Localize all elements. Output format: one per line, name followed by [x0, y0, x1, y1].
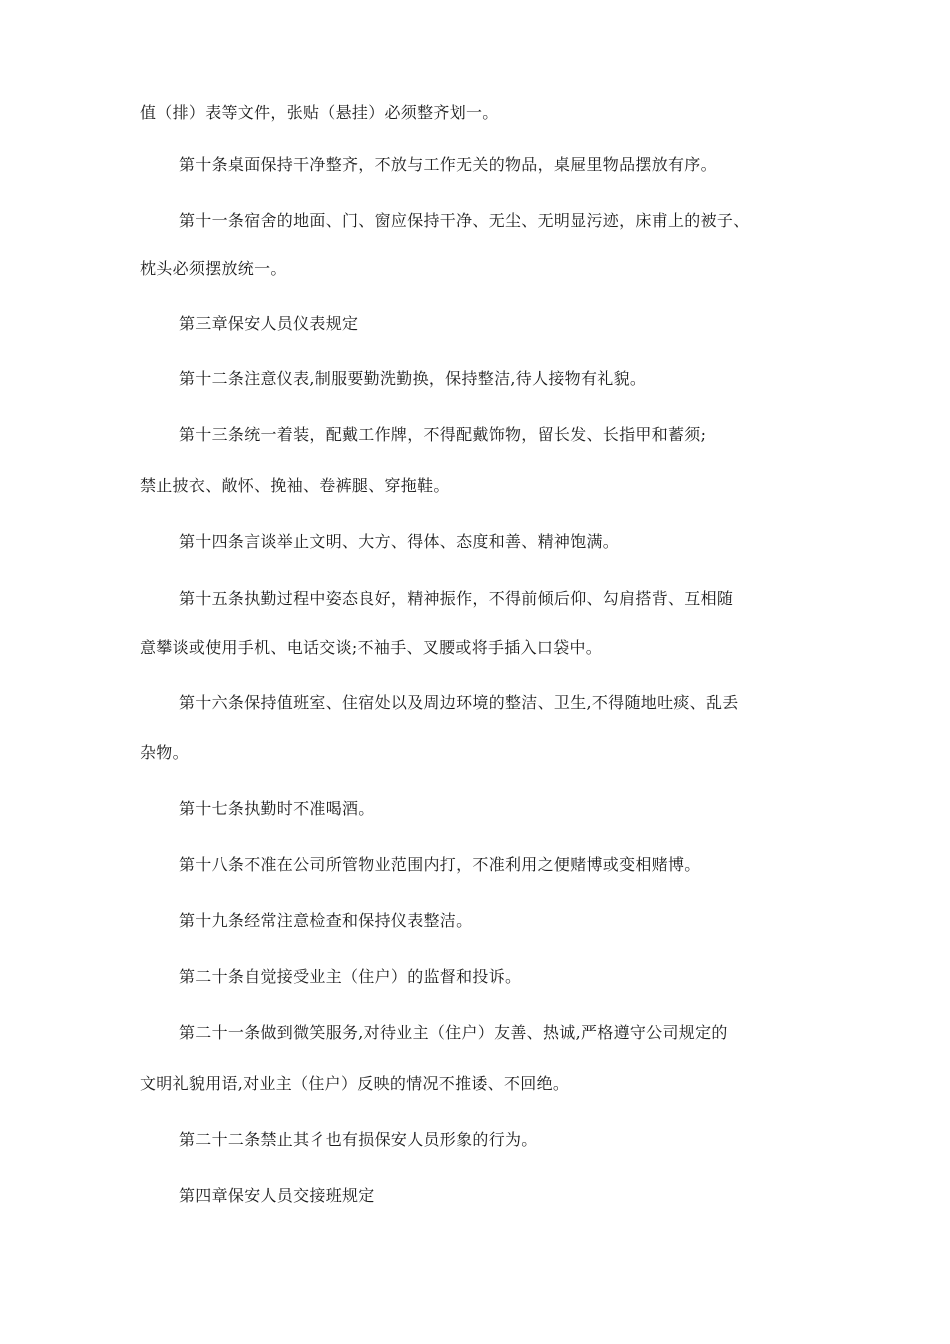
article-12: 第十二条注意仪表,制服要勤洗勤换，保持整洁,待人接物有礼貌。: [179, 369, 647, 388]
article-19: 第十九条经常注意检查和保持仪表整洁。: [179, 911, 473, 930]
article-20: 第二十条自觉接受业主（住户）的监督和投诉。: [179, 967, 522, 986]
article-11: 第十一条宿舍的地面、门、窗应保持干净、无尘、无明显污迹，床甫上的被子、: [179, 211, 750, 230]
article-11-continued: 枕头必须摆放统一。: [140, 259, 287, 278]
chapter-4-heading: 第四章保安人员交接班规定: [179, 1186, 375, 1205]
article-15-continued: 意攀谈或使用手机、电话交谈;不袖手、叉腰或将手插入口袋中。: [140, 638, 603, 657]
article-10: 第十条桌面保持干净整齐，不放与工作无关的物品，桌屉里物品摆放有序。: [179, 155, 717, 174]
chapter-3-heading: 第三章保安人员仪表规定: [179, 314, 359, 333]
article-21-continued: 文明礼貌用语,对业主（住户）反映的情况不推诿、不回绝。: [140, 1074, 570, 1093]
article-21: 第二十一条做到微笑服务,对待业主（住户）友善、热诚,严格遵守公司规定的: [179, 1023, 728, 1042]
article-18: 第十八条不准在公司所管物业范围内打，不准利用之便赌博或变相赌博。: [179, 855, 701, 874]
article-16-continued: 杂物。: [140, 743, 189, 762]
text-line-1: 值（排）表等文件，张贴（悬挂）必须整齐划一。: [140, 103, 499, 122]
article-14: 第十四条言谈举止文明、大方、得体、态度和善、精神饱满。: [179, 532, 620, 551]
article-22: 第二十二条禁止其彳也有损保安人员形象的行为。: [179, 1130, 538, 1149]
article-13: 第十三条统一着装，配戴工作牌，不得配戴饰物，留长发、长指甲和蓄须;: [179, 425, 707, 444]
article-15: 第十五条执勤过程中姿态良好，精神振作，不得前倾后仰、勾肩搭背、互相随: [179, 589, 734, 608]
article-16: 第十六条保持值班室、住宿处以及周边环境的整洁、卫生,不得随地吐痰、乱丢: [179, 693, 739, 712]
article-13-continued: 禁止披衣、敞怀、挽袖、卷裤腿、穿拖鞋。: [140, 476, 450, 495]
article-17: 第十七条执勤时不准喝酒。: [179, 799, 375, 818]
